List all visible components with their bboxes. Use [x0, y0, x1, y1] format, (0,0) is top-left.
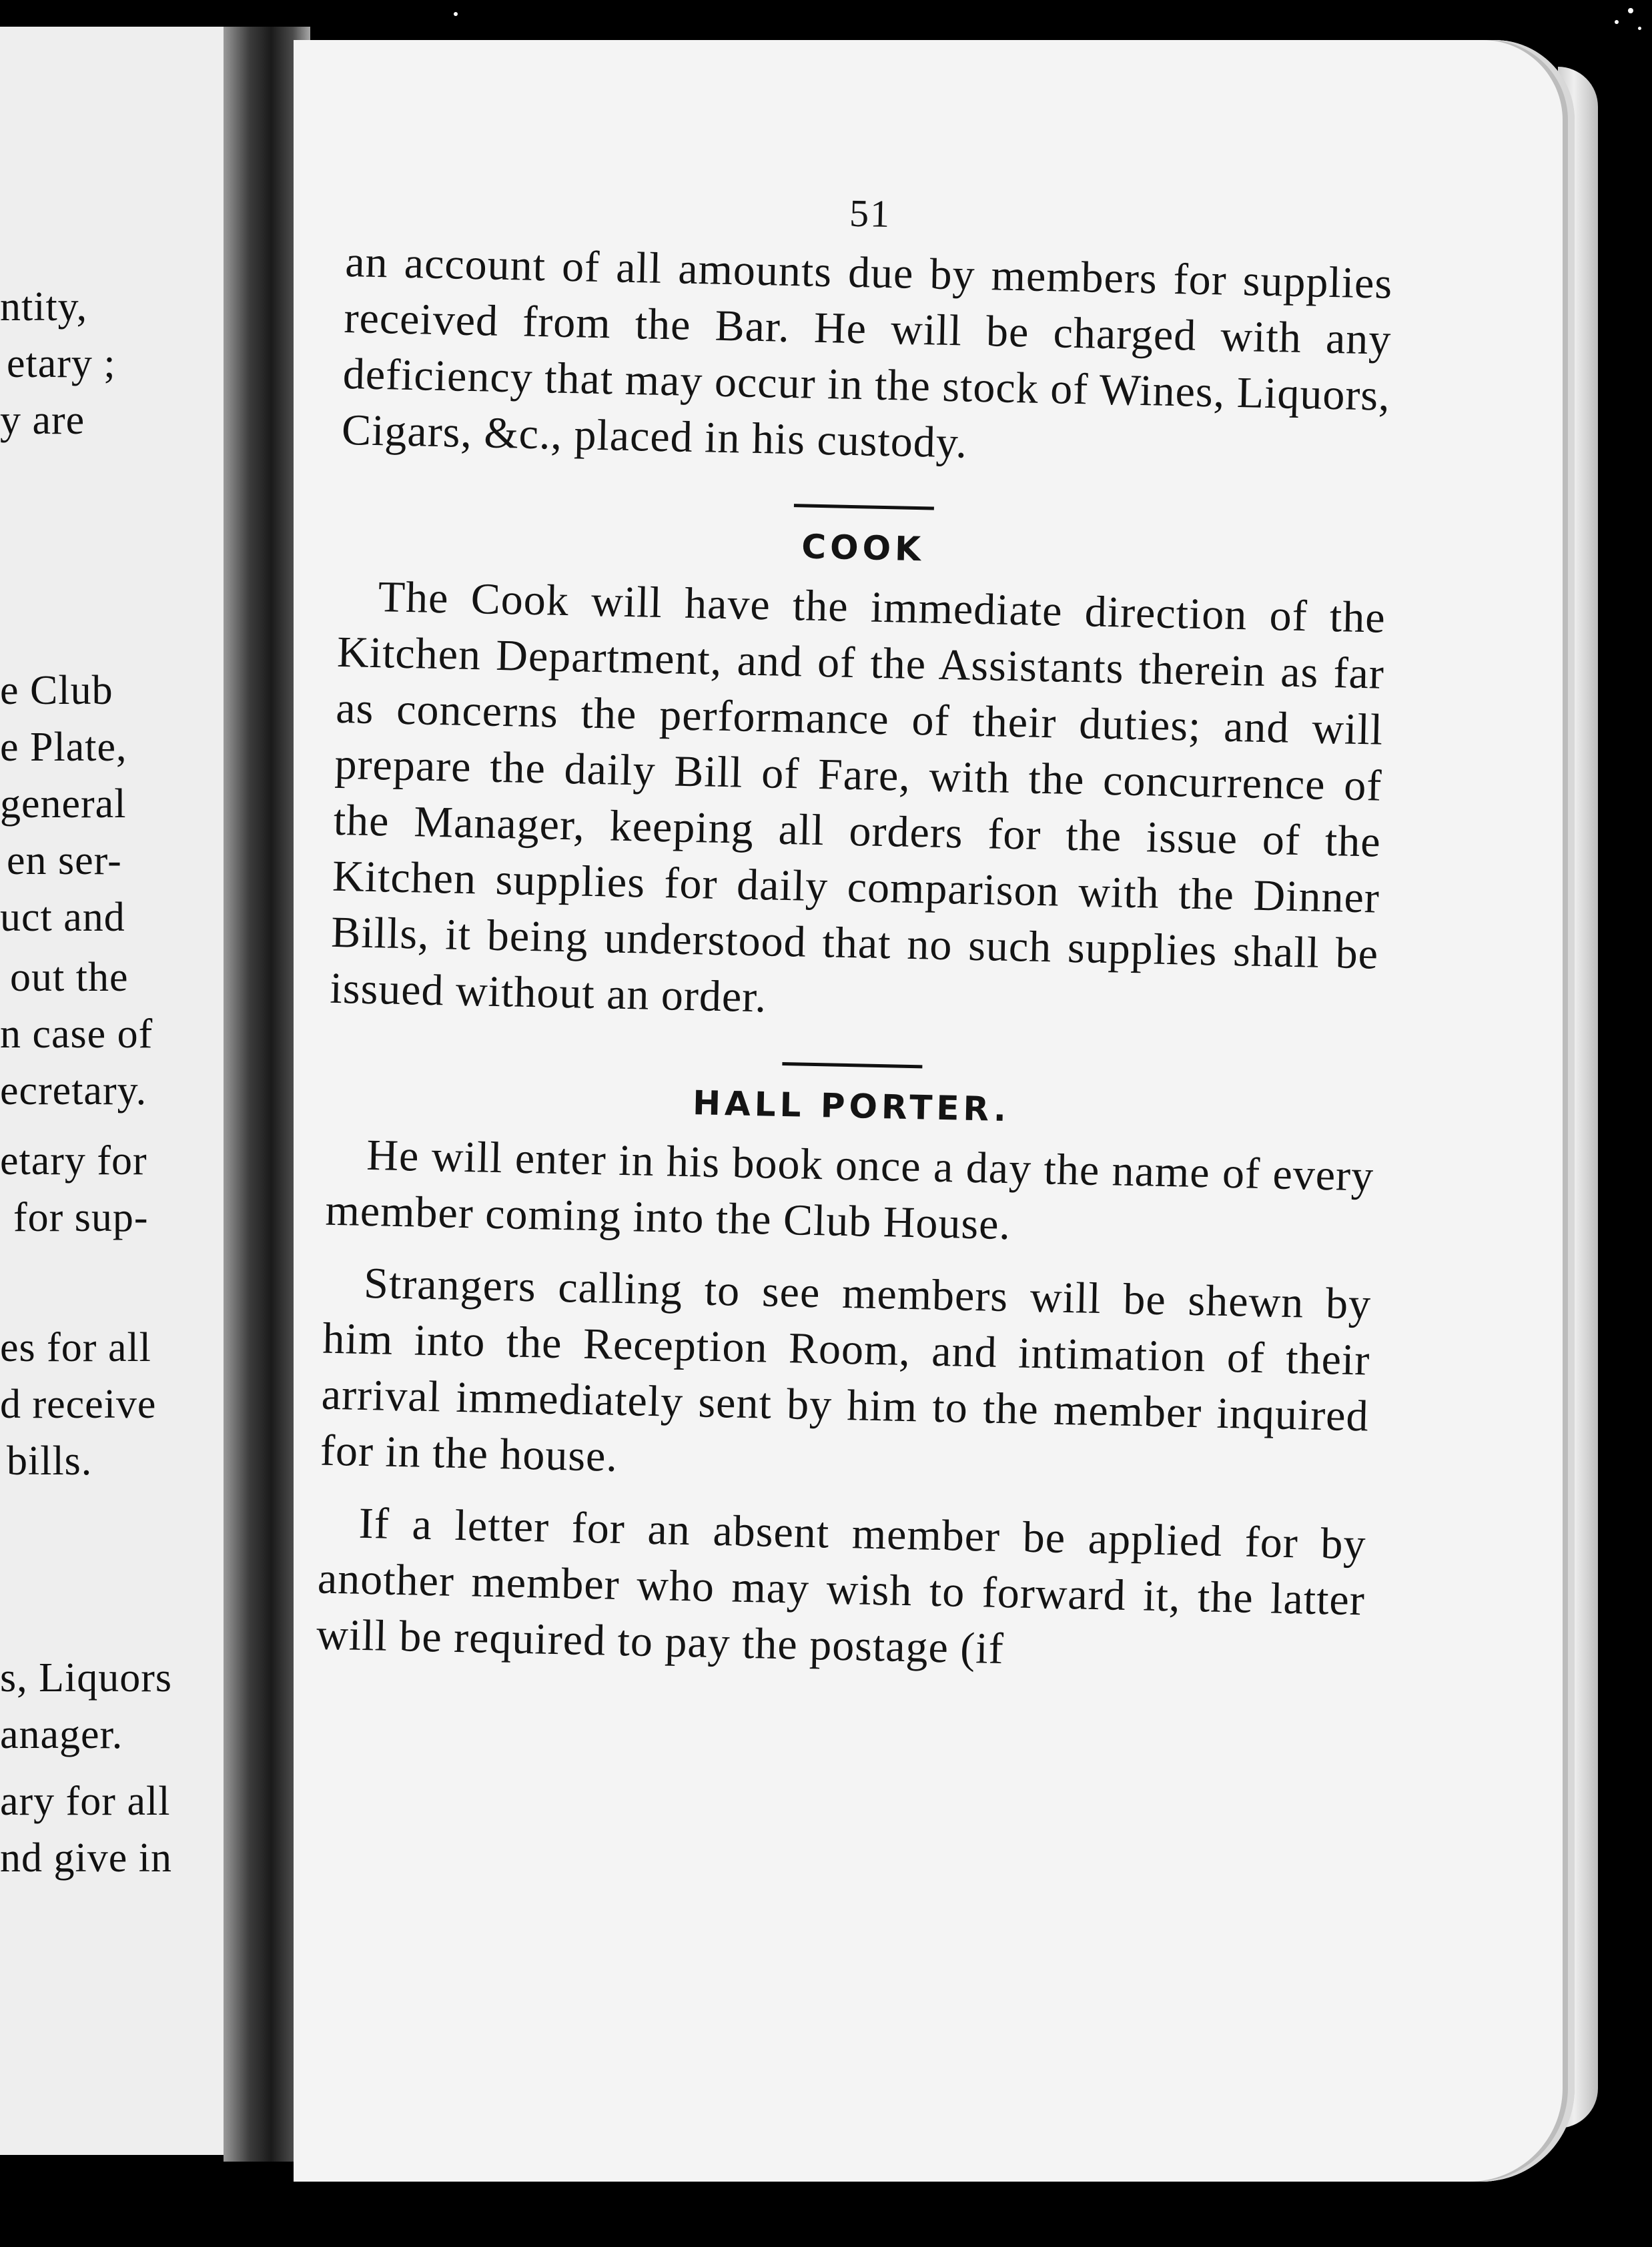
- page-content: [316, 180, 1394, 1685]
- scan-speck: [1628, 8, 1633, 13]
- left-page-line: etary ;: [7, 341, 116, 386]
- left-page-line: nd give in: [0, 1835, 172, 1881]
- hall-porter-paragraph: If a letter for an absent member be applied for by another member who may wish to forward it, the latter will be required to pay the postage (if: [316, 1498, 1367, 1674]
- left-page-line: ntity,: [0, 284, 88, 330]
- left-page-line: en ser-: [7, 838, 122, 883]
- section-divider: [794, 504, 934, 510]
- left-page-line: y are: [0, 398, 85, 443]
- hall-porter-paragraph: Strangers calling to see members will be shewn by him into the Reception Room, and intimation of their arrival immediately sent by him to the member inquired for in the house.: [320, 1258, 1372, 1481]
- left-page-line: uct and: [0, 895, 125, 940]
- page-number: 51: [849, 191, 891, 236]
- section-heading-hall-porter: HALL PORTER.: [692, 1083, 1011, 1130]
- left-page-line: bills.: [7, 1438, 93, 1484]
- left-page-line: es for all: [0, 1325, 151, 1370]
- left-page-line: ecretary.: [0, 1068, 147, 1113]
- continued-paragraph: an account of all amounts due by members for supplies received from the Bar. He will be charged with any deficiency that may occur in the stock of Wines, Liquors, Cigars, &c., placed in his custody.: [341, 237, 1393, 468]
- scan-speck: [1638, 27, 1641, 30]
- scan-speck: [1615, 20, 1619, 24]
- left-page-line: out the: [10, 955, 129, 1000]
- left-page-line: anager.: [0, 1712, 123, 1757]
- left-page-line: e Plate,: [0, 725, 127, 770]
- left-page-line: s, Liquors: [0, 1655, 172, 1701]
- hall-porter-paragraph: He will enter in his book once a day the name of every member coming into the Club House.: [324, 1130, 1374, 1250]
- left-page-line: n case of: [0, 1011, 153, 1057]
- left-page-line: ary for all: [0, 1779, 171, 1824]
- section-heading-cook: COOK: [801, 527, 925, 569]
- left-page: [0, 27, 260, 2155]
- scan-speck: [454, 12, 458, 16]
- left-page-line: etary for: [0, 1138, 147, 1184]
- left-page-line: general: [0, 781, 127, 827]
- cook-paragraph: The Cook will have the immediate direction of the Kitchen Department, and of the Assistants therein as far as concerns the performance of their duties; and will prepare the daily Bill of Fare, with the concurrence of the Manager, keeping all orders for the issue of the Kitchen supplies for daily comparison with the Dinner Bills, it being understood that no such supplies shall be issued without an order.: [329, 572, 1386, 1022]
- section-divider: [782, 1062, 922, 1068]
- left-page-line: for sup-: [13, 1195, 149, 1240]
- left-page-line: e Club: [0, 668, 113, 713]
- left-page-line: d receive: [0, 1382, 157, 1427]
